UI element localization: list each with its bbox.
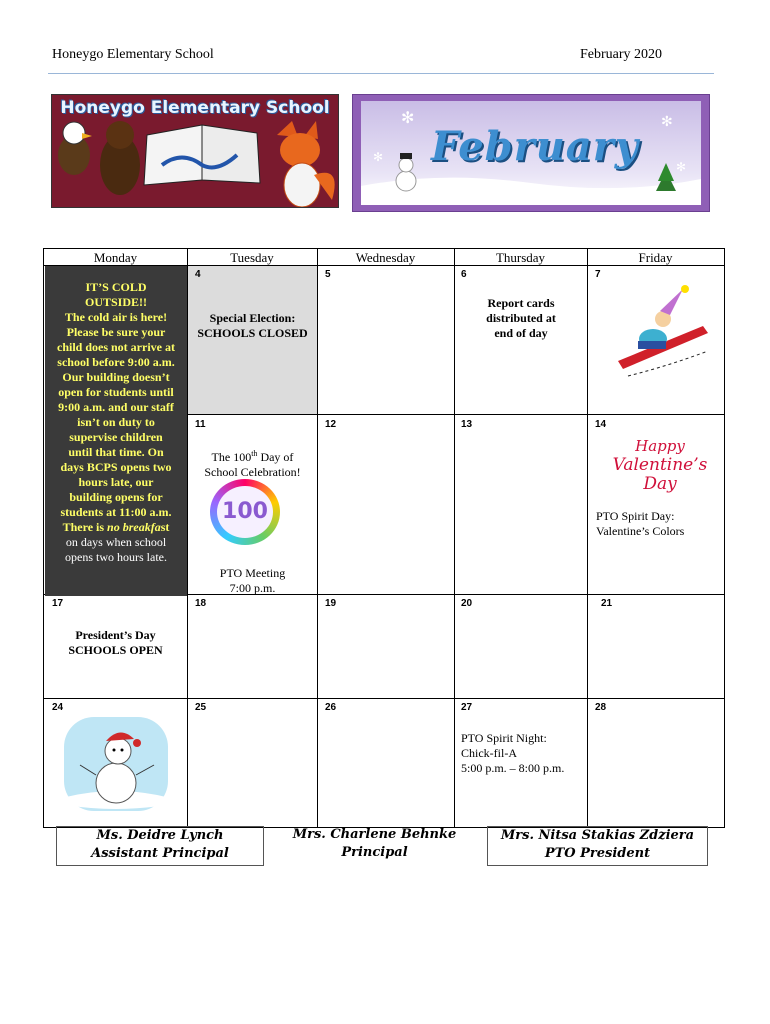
page-header-left: Honeygo Elementary School [52, 47, 214, 62]
signature-pto-president: Mrs. Nitsa Stakias Zdziera PTO President [487, 826, 708, 866]
mascots-illustration [52, 95, 338, 207]
signature-assistant-principal: Ms. Deidre Lynch Assistant Principal [56, 826, 264, 866]
day-number: 18 [195, 598, 207, 609]
day-number: 11 [195, 419, 206, 430]
day-100-event: The 100th Day of School Celebration! [204, 449, 301, 479]
day-number: 4 [195, 269, 201, 280]
day-number: 28 [595, 702, 607, 713]
page-header-right: February 2020 [580, 47, 663, 62]
header-divider [48, 73, 714, 74]
pto-meeting-event: PTO Meeting 7:00 p.m. [219, 566, 286, 595]
header-monday: Monday [93, 250, 138, 265]
day-number: 13 [461, 419, 473, 430]
day-number: 19 [325, 598, 337, 609]
calendar-grid [43, 248, 725, 828]
day-number: 12 [325, 419, 337, 430]
day-number: 6 [461, 269, 467, 280]
svg-text:✻: ✻ [676, 160, 687, 174]
day-number: 21 [601, 598, 613, 609]
snowman-clipart [62, 715, 170, 813]
february-title: February [431, 123, 640, 170]
pto-spirit-day-event: PTO Spirit Day: Valentine’s Colors [596, 509, 685, 538]
day-number: 25 [195, 702, 207, 713]
day-number: 14 [595, 419, 607, 430]
day-number: 7 [595, 269, 601, 280]
header-friday: Friday [638, 250, 673, 265]
svg-text:✻: ✻ [661, 115, 673, 130]
grid-line [317, 249, 318, 827]
day-number: 26 [325, 702, 337, 713]
header-thursday: Thursday [495, 250, 546, 265]
day-number: 17 [52, 598, 64, 609]
day-number: 27 [461, 702, 473, 713]
day-100-badge: 100 [210, 479, 280, 545]
header-tuesday: Tuesday [230, 250, 274, 265]
day-number: 24 [52, 702, 64, 713]
february-banner [352, 94, 710, 212]
grid-line [587, 249, 588, 827]
day-number: 5 [325, 269, 331, 280]
report-cards-event: Report cards distributed at end of day [486, 296, 556, 340]
sledding-clipart [608, 281, 718, 381]
svg-text:✻: ✻ [373, 150, 384, 164]
valentines-clipart: Happy Valentine’s Day [612, 437, 708, 494]
day-number: 20 [461, 598, 473, 609]
pto-spirit-night-event: PTO Spirit Night: Chick-fil-A 5:00 p.m. – 8:00 p.m. [461, 731, 565, 775]
grid-line [187, 414, 724, 415]
school-banner [51, 94, 339, 208]
cold-weather-notice: IT’S COLD OUTSIDE!! The cold air is here! Please be sure your child does not arrive at school before 9:00 a.m. Our building doesn’t open for students until 9:00 a.m. and our staff isn’t on duty to supervise children until that time. On days BCPS opens two hours late, our building opens for students at 11:00 a.m. There is no breakfast on days when school opens two hours late. [45, 266, 187, 596]
svg-text:✻: ✻ [401, 110, 415, 127]
grid-line [44, 698, 724, 699]
presidents-day-event: President’s Day SCHOOLS OPEN [68, 628, 163, 657]
signature-principal: Mrs. Charlene Behnke Principal [292, 827, 457, 860]
special-election-event: Special Election: SCHOOLS CLOSED [197, 311, 308, 340]
header-wednesday: Wednesday [355, 250, 416, 265]
school-banner-title: Honeygo Elementary School [60, 98, 330, 118]
